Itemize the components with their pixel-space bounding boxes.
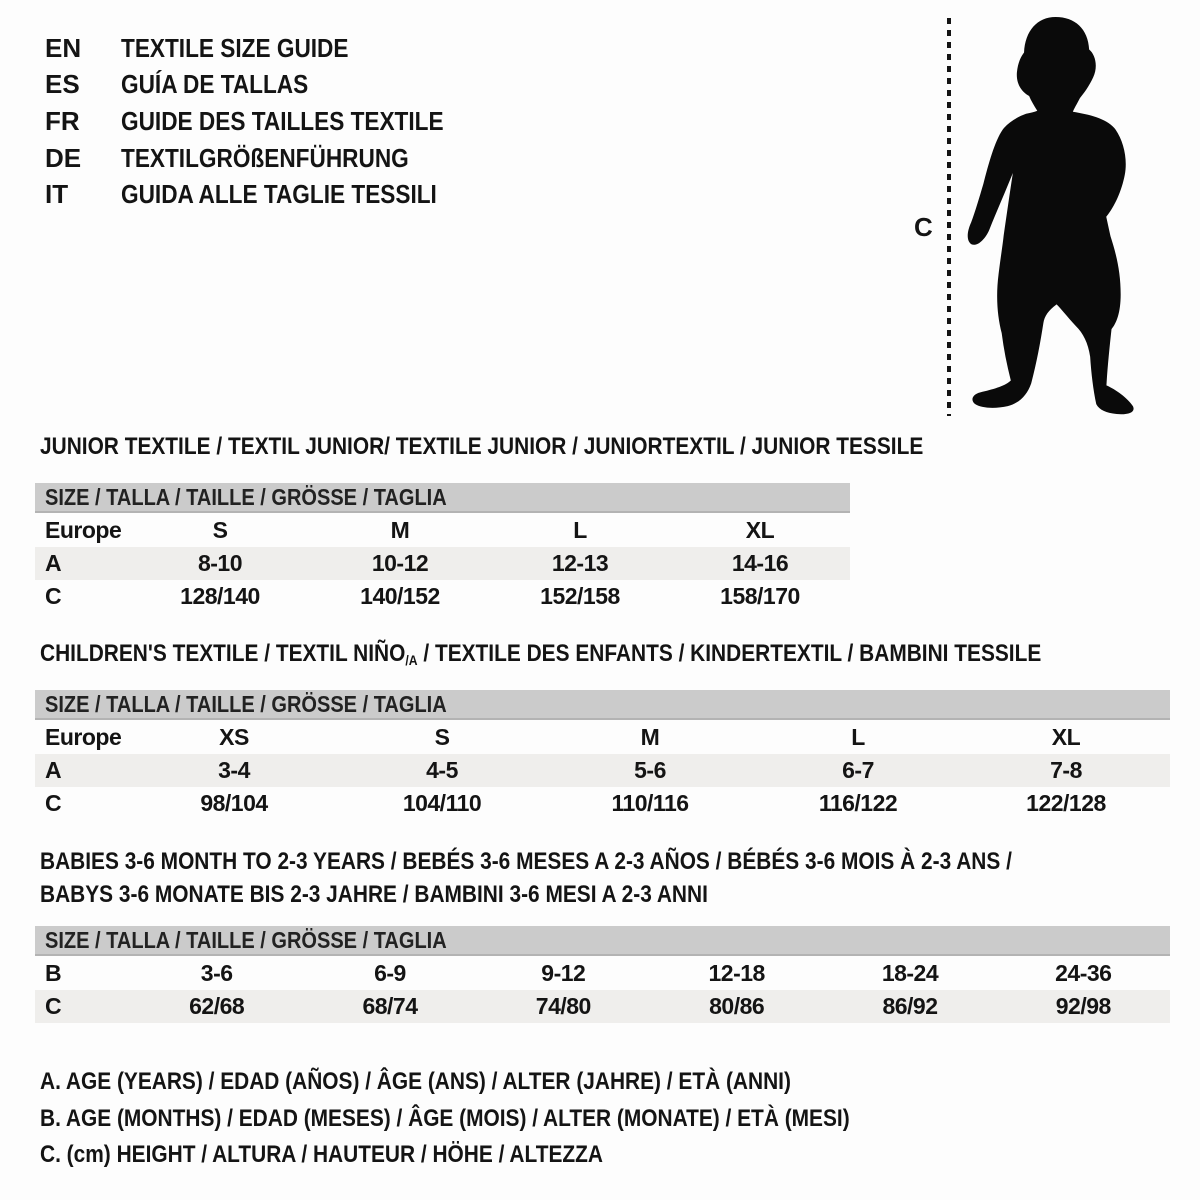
row-label: A — [45, 757, 62, 783]
language-code: FR — [45, 105, 80, 136]
language-code: IT — [45, 179, 69, 210]
language-row-fr — [45, 103, 492, 140]
height-cell: 122/128 — [1026, 790, 1106, 816]
height-cell: 116/122 — [818, 790, 898, 816]
guide-title-fr: GUIDE DES TAILLES TEXTILE — [121, 105, 444, 136]
language-code: ES — [45, 69, 80, 100]
children-section-title: CHILDREN'S TEXTILE / TEXTIL NIÑO/A / TEXTILE DES ENFANTS / KINDERTEXTIL / BAMBINI TESSILE — [40, 640, 1042, 668]
size-cell: XL — [1051, 723, 1081, 750]
row-label: C — [45, 790, 62, 816]
height-cell: 80/86 — [709, 993, 765, 1019]
height-cell: 140/152 — [360, 583, 440, 609]
table-row-months — [35, 956, 1170, 990]
guide-title-it: GUIDA ALLE TAGLIE TESSILI — [121, 179, 437, 210]
language-code: EN — [45, 32, 82, 63]
months-cell: 6-9 — [374, 959, 406, 986]
height-cell: 104/110 — [402, 790, 482, 816]
months-cell: 18-24 — [881, 959, 939, 986]
row-label: A — [45, 550, 62, 576]
height-cell: 110/116 — [611, 790, 689, 816]
row-label: C — [45, 993, 62, 1019]
language-row-de — [45, 140, 492, 177]
height-measure-label: C — [914, 212, 933, 242]
size-header-band: SIZE / TALLA / TAILLE / GRÖSSE / TAGLIA — [35, 483, 850, 513]
size-cell: M — [640, 723, 660, 750]
language-row-es — [45, 67, 492, 104]
months-cell: 9-12 — [541, 959, 586, 986]
nino-a-subscript: /A — [405, 652, 418, 668]
row-label: Europe — [45, 723, 122, 750]
height-cell: 158/170 — [720, 583, 800, 609]
height-cell: 62/68 — [189, 993, 245, 1019]
age-cell: 3-4 — [218, 757, 250, 783]
size-header-band: SIZE / TALLA / TAILLE / GRÖSSE / TAGLIA — [35, 690, 1170, 720]
height-measure-dashed-line — [947, 18, 951, 416]
size-cell: M — [390, 516, 410, 543]
height-cell: 74/80 — [535, 993, 591, 1019]
babies-section-title-line1: BABIES 3-6 MONTH TO 2-3 YEARS / BEBÉS 3-6 MESES A 2-3 AÑOS / BÉBÉS 3-6 MOIS À 2-3 ANS / — [40, 848, 1012, 875]
height-cell: 152/158 — [540, 583, 620, 609]
height-cell: 68/74 — [362, 993, 418, 1019]
table-row-height — [35, 787, 1170, 820]
size-cell: L — [851, 723, 865, 750]
height-cell: 128/140 — [180, 583, 260, 609]
legend-line-c: C. (cm) HEIGHT / ALTURA / HAUTEUR / HÖHE / ALTEZZA — [40, 1141, 603, 1168]
guide-title-en: TEXTILE SIZE GUIDE — [121, 32, 349, 63]
height-cell: 86/92 — [882, 993, 938, 1019]
language-title-list — [45, 30, 492, 213]
size-header-band: SIZE / TALLA / TAILLE / GRÖSSE / TAGLIA — [35, 926, 1170, 956]
age-cell: 8-10 — [197, 550, 243, 576]
baby-silhouette-icon — [962, 14, 1140, 419]
babies-section-title-line2: BABYS 3-6 MONATE BIS 2-3 JAHRE / BAMBINI 3-6 MESI A 2-3 ANNI — [40, 881, 708, 908]
height-cell: 98/104 — [200, 790, 268, 816]
babies-size-table — [35, 926, 1170, 1023]
legend-line-a: A. AGE (YEARS) / EDAD (AÑOS) / ÂGE (ANS) / ALTER (JAHRE) / ETÀ (ANNI) — [40, 1068, 791, 1095]
table-row-height — [35, 990, 1170, 1023]
language-code: DE — [45, 142, 82, 173]
size-cell: S — [434, 723, 450, 750]
language-row-en — [45, 30, 492, 67]
age-cell: 10-12 — [371, 550, 429, 576]
size-cell: S — [212, 516, 228, 543]
language-row-it — [45, 176, 492, 213]
table-row-age — [35, 547, 850, 580]
junior-section-title: JUNIOR TEXTILE / TEXTIL JUNIOR/ TEXTILE JUNIOR / JUNIORTEXTIL / JUNIOR TESSILE — [40, 433, 924, 460]
junior-size-table — [35, 483, 850, 613]
age-cell: 4-5 — [426, 757, 458, 783]
months-cell: 24-36 — [1055, 959, 1112, 986]
guide-title-es: GUÍA DE TALLAS — [121, 69, 309, 100]
row-label: B — [45, 959, 62, 986]
age-cell: 6-7 — [842, 757, 874, 783]
age-cell: 5-6 — [634, 757, 666, 783]
age-cell: 14-16 — [731, 550, 789, 576]
row-label: C — [45, 583, 62, 609]
guide-title-de: TEXTILGRÖßENFÜHRUNG — [121, 142, 409, 173]
size-cell: XL — [745, 516, 775, 543]
age-cell: 12-13 — [551, 550, 609, 576]
table-row-europe — [35, 720, 1170, 754]
row-label: Europe — [45, 516, 122, 543]
months-cell: 3-6 — [200, 959, 233, 986]
table-row-height — [35, 580, 850, 613]
legend-line-b: B. AGE (MONTHS) / EDAD (MESES) / ÂGE (MOIS) / ALTER (MONATE) / ETÀ (MESI) — [40, 1105, 850, 1132]
age-cell: 7-8 — [1050, 757, 1082, 783]
table-row-europe — [35, 513, 850, 547]
size-cell: XS — [219, 723, 249, 750]
children-size-table — [35, 690, 1170, 820]
months-cell: 12-18 — [708, 959, 765, 986]
height-cell: 92/98 — [1055, 993, 1111, 1019]
table-row-age — [35, 754, 1170, 787]
size-cell: L — [573, 516, 587, 543]
